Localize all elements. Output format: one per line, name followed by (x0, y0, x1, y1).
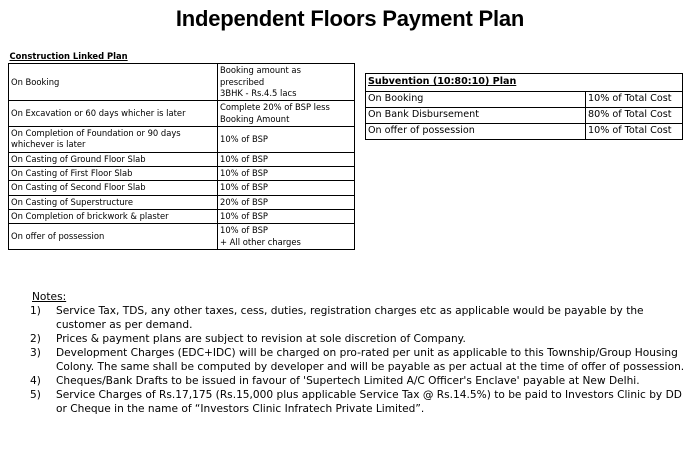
note-item (30, 346, 690, 374)
table-row (9, 181, 355, 195)
table-row (9, 101, 355, 127)
payment-line: 10% of BSP (220, 225, 268, 236)
note-item (30, 332, 690, 346)
note-text: Service Charges of Rs.17,175 (Rs.15,000 plus applicable Service Tax @ Rs.14.5%) to be paid to Investors Clinic by DD or Cheque in the name of “Investors Clinic Infratech Private Limited”. (56, 389, 682, 415)
payment-line: Complete 20% of BSP less (220, 102, 330, 113)
note-item (30, 374, 690, 388)
payment-cell: 10% of Total Cost (586, 123, 683, 139)
payment-line: 3BHK - Rs.4.5 lacs (220, 88, 297, 99)
note-number: 4) (30, 375, 41, 387)
payment-line: Booking amount as (220, 65, 301, 76)
table-row (9, 210, 355, 224)
table-row (366, 91, 683, 107)
payment-cell: 80% of Total Cost (586, 107, 683, 123)
payment-cell: 10% of BSP (218, 152, 355, 166)
payment-line: + All other charges (220, 236, 301, 247)
note-text: Service Tax, TDS, any other taxes, cess, duties, registration charges etc as applicable would be payable by the customer as per demand. (56, 305, 644, 331)
payment-cell (218, 224, 355, 250)
stage-cell: On offer of possession (366, 123, 586, 139)
table-heading-row (366, 74, 683, 92)
stage-cell: On Completion of Foundation or 90 days whichever is later (9, 127, 218, 153)
notes-section (30, 290, 690, 416)
note-number: 3) (30, 347, 41, 359)
note-text: Cheques/Bank Drafts to be issued in favour of 'Supertech Limited A/C Officer's Enclave' payable at New Delhi. (56, 375, 640, 387)
payment-cell: 20% of BSP (218, 195, 355, 209)
note-text: Development Charges (EDC+IDC) will be charged on pro-rated per unit as applicable to this Township/Group Housing Colony. The same shall be computed by developer and will be payable as per actual at the time of offer of possession. (56, 347, 685, 373)
page-title: Independent Floors Payment Plan (175, 6, 525, 31)
construction-plan-heading: Construction Linked Plan (9, 50, 355, 64)
stage-cell: On Casting of Superstructure (9, 195, 218, 209)
note-number: 1) (30, 305, 41, 317)
payment-cell (218, 101, 355, 127)
stage-cell: On Booking (9, 64, 218, 101)
note-text: Prices & payment plans are subject to revision at sole discretion of Company. (56, 333, 466, 345)
subvention-plan-table (365, 73, 683, 140)
table-row (9, 152, 355, 166)
stage-cell: On Completion of brickwork & plaster (9, 210, 218, 224)
construction-linked-plan-table (8, 50, 355, 250)
note-number: 2) (30, 333, 41, 345)
note-item (30, 304, 690, 332)
payment-line: Booking Amount (220, 113, 290, 124)
stage-cell: On Casting of First Floor Slab (9, 167, 218, 181)
notes-heading: Notes: (32, 291, 67, 303)
stage-cell: On Excavation or 60 days whicher is later (9, 101, 218, 127)
note-item (30, 388, 690, 416)
table-row (9, 167, 355, 181)
table-row (9, 127, 355, 153)
table-row (366, 107, 683, 123)
stage-cell: On Booking (366, 91, 586, 107)
table-row (9, 195, 355, 209)
stage-cell: On Bank Disbursement (366, 107, 586, 123)
payment-cell (218, 64, 355, 101)
stage-cell: On Casting of Second Floor Slab (9, 181, 218, 195)
table-row (9, 64, 355, 101)
payment-cell: 10% of BSP (218, 181, 355, 195)
payment-cell: 10% of BSP (218, 210, 355, 224)
stage-cell: On Casting of Ground Floor Slab (9, 152, 218, 166)
payment-line: prescribed (220, 76, 265, 87)
payment-cell: 10% of Total Cost (586, 91, 683, 107)
table-row (366, 123, 683, 139)
payment-cell: 10% of BSP (218, 167, 355, 181)
stage-cell: On offer of possession (9, 224, 218, 250)
table-heading-row (9, 50, 355, 64)
payment-cell: 10% of BSP (218, 127, 355, 153)
table-row (9, 224, 355, 250)
note-number: 5) (30, 389, 41, 401)
subvention-plan-heading: Subvention (10:80:10) Plan (366, 74, 683, 92)
